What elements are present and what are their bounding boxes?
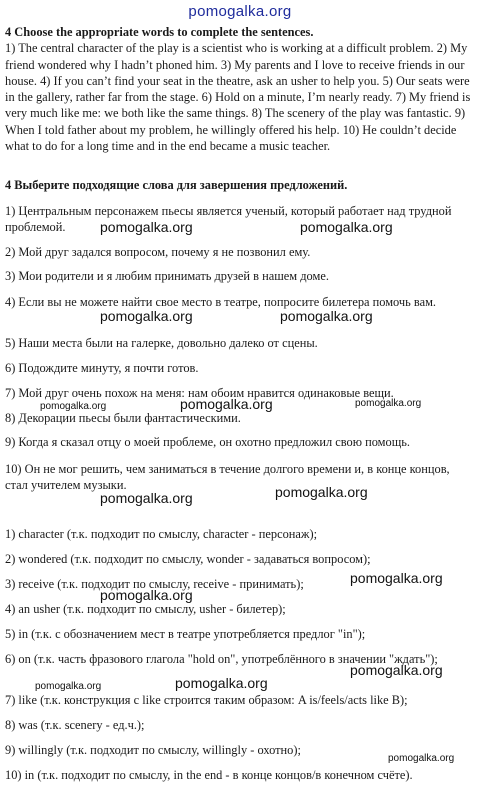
- english-sentence: 5) Our seats were in the gallery, rather far from the stage.: [5, 73, 470, 105]
- english-sentence: 7) My friend is very much like me: we both like the same things.: [5, 90, 471, 121]
- watermark: pomogalka.org: [355, 398, 422, 409]
- watermark: pomogalka.org: [40, 401, 107, 412]
- watermark: pomogalka.org: [275, 484, 368, 500]
- english-sentence: 8) The scenery of the play was fantastic.: [251, 106, 455, 121]
- watermark: pomogalka.org: [280, 308, 373, 324]
- answer-item: 7) like (т.к. конструкция с like строится таким образом: A is/feels/acts like B);: [5, 693, 408, 707]
- english-sentence: 1) The central character of the play is a scientist who is working at a difficult problem.: [5, 41, 437, 56]
- russian-item: 3) Мои родители и я любим принимать друзей в нашем доме.: [5, 269, 329, 283]
- russian-item: 5) Наши места были на галерке, довольно далеко от сцены.: [5, 336, 318, 350]
- russian-item: 1) Центральным персонажем пьесы является ученый, который работает над трудной проблемой.: [5, 204, 452, 234]
- russian-item: 7) Мой друг очень похож на меня: нам обоим нравится одинаковые вещи.: [5, 386, 394, 400]
- russian-item: 6) Подождите минуту, я почти готов.: [5, 361, 199, 375]
- answer-item: 10) in (т.к. подходит по смыслу, in the end - в конце концов/в конечном счёте).: [5, 768, 413, 782]
- watermark: pomogalka.org: [175, 675, 268, 691]
- russian-exercise-title: 4 Выберите подходящие слова для завершения предложений.: [5, 178, 348, 192]
- english-sentence: 6) Hold on a minute, I’m nearly ready.: [201, 90, 396, 105]
- watermark: pomogalka.org: [300, 219, 393, 235]
- answer-item: 8) was (т.к. scenery - ед.ч.);: [5, 718, 145, 732]
- watermark: pomogalka.org: [180, 396, 273, 412]
- english-sentence: 2) My friend wondered why I hadn’t phoned him.: [5, 41, 468, 72]
- english-exercise: [5, 24, 475, 154]
- russian-item: 8) Декорации пьесы были фантастическими.: [5, 411, 241, 425]
- site-logo[interactable]: pomogalka.org: [188, 3, 292, 20]
- watermark: pomogalka.org: [350, 662, 443, 678]
- watermark: pomogalka.org: [100, 490, 193, 506]
- english-sentence: 3) My parents and I love to receive friends in our house.: [5, 57, 465, 88]
- russian-item: 2) Мой друг задался вопросом, почему я не позвонил ему.: [5, 245, 311, 259]
- answer-item: 2) wondered (т.к. подходит по смыслу, wonder - задаваться вопросом);: [5, 552, 371, 566]
- answer-item: 4) an usher (т.к. подходит по смыслу, usher - билетер);: [5, 602, 286, 616]
- answer-item: 9) willingly (т.к. подходит по смыслу, willingly - охотно);: [5, 743, 301, 757]
- watermark: pomogalka.org: [100, 587, 193, 603]
- answer-item: 1) character (т.к. подходит по смыслу, character - персонаж);: [5, 527, 318, 541]
- english-sentence: 9) When I told father about my problem, he willingly offered his help.: [5, 106, 466, 137]
- answer-item: 6) on (т.к. часть фразового глагола "hold on", употреблённого в значении "ждать");: [5, 652, 438, 666]
- watermark: pomogalka.org: [35, 681, 102, 692]
- watermark: pomogalka.org: [100, 308, 193, 324]
- russian-item: 4) Если вы не можете найти свое место в театре, попросите билетера помочь вам.: [5, 295, 437, 309]
- watermark: pomogalka.org: [350, 570, 443, 586]
- russian-item: 10) Он не мог решить, чем заниматься в течение долгого времени и, в конце концов, стал учителем музыки.: [5, 462, 450, 492]
- watermark: pomogalka.org: [100, 219, 193, 235]
- russian-item: 9) Когда я сказал отцу о моей проблеме, он охотно предложил свою помощь.: [5, 435, 410, 449]
- english-sentence: 4) If you can’t find your seat in the theatre, ask an usher to help you.: [40, 73, 383, 88]
- answer-item: 5) in (т.к. с обозначением мест в театре употребляется предлог "in");: [5, 627, 366, 641]
- watermark: pomogalka.org: [388, 753, 455, 764]
- english-exercise-title: 4 Choose the appropriate words to complete the sentences.: [5, 25, 314, 39]
- english-sentence: 10) He couldn’t decide what to do for a long time and in the end became a music teacher.: [5, 122, 457, 154]
- answer-item: 3) receive (т.к. подходит по смыслу, receive - принимать);: [5, 577, 304, 591]
